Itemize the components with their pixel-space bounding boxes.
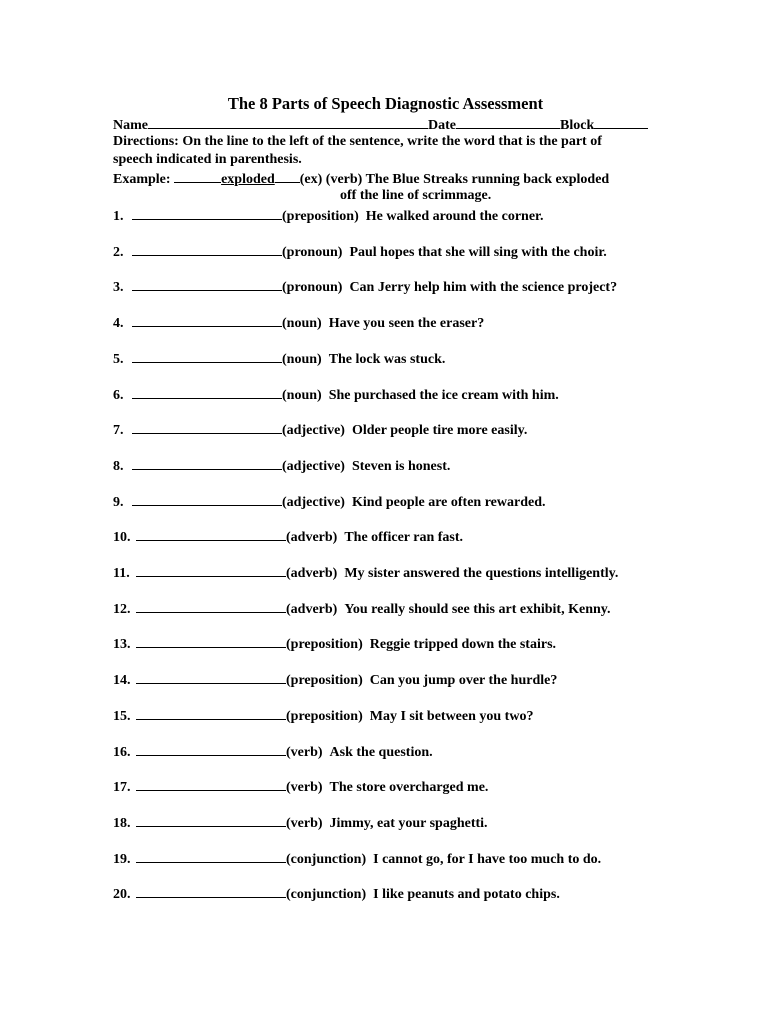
answer-blank[interactable] [136, 706, 286, 720]
part-of-speech-label: (pronoun) [282, 280, 343, 296]
worksheet [113, 93, 658, 903]
question-sentence: Paul hopes that she will sing with the choir. [349, 244, 607, 260]
directions-line-1: Directions: On the line to the left of the sentence, write the word that is the part of [113, 134, 602, 149]
example-blank-right [275, 169, 300, 183]
question-item [113, 742, 433, 760]
part-of-speech-label: (adverb) [286, 530, 338, 546]
question-sentence: The lock was stuck. [328, 351, 446, 367]
question-sentence: She purchased the ice cream with him. [328, 387, 559, 403]
answer-blank[interactable] [136, 777, 286, 791]
answer-blank[interactable] [132, 492, 282, 506]
answer-blank[interactable] [132, 349, 282, 363]
answer-blank[interactable] [136, 599, 286, 613]
question-sentence: May I sit between you two? [369, 708, 534, 724]
question-number: 16. [113, 744, 131, 760]
name-label: Name [113, 118, 148, 133]
part-of-speech-label: (preposition) [286, 637, 363, 653]
question-number: 11. [113, 566, 130, 581]
answer-blank[interactable] [132, 313, 282, 327]
block-label: Block [560, 118, 595, 133]
question-item [113, 385, 559, 403]
answer-blank[interactable] [136, 634, 286, 648]
question-item [113, 492, 546, 510]
answer-blank[interactable] [132, 242, 282, 256]
answer-blank[interactable] [132, 206, 282, 220]
question-item [113, 563, 618, 581]
question-number: 15. [113, 708, 131, 724]
part-of-speech-label: (verb) [286, 780, 323, 796]
example-text: (verb) The Blue Streaks running back exploded [325, 172, 610, 187]
question-item [113, 206, 543, 224]
example-answer: exploded [221, 172, 275, 187]
example-label: Example: [113, 172, 171, 187]
question-sentence: Have you seen the eraser? [328, 316, 485, 332]
question-item [113, 670, 557, 688]
part-of-speech-label: (preposition) [286, 673, 363, 689]
answer-blank[interactable] [136, 884, 286, 898]
date-label: Date [428, 118, 456, 133]
part-of-speech-label: (adjective) [282, 423, 345, 439]
part-of-speech-label: (verb) [286, 744, 323, 760]
question-number: 14. [113, 673, 131, 689]
answer-blank[interactable] [132, 456, 282, 470]
part-of-speech-label: (adjective) [282, 494, 345, 510]
question-sentence: The officer ran fast. [344, 530, 464, 546]
question-number: 4. [113, 316, 124, 332]
question-number: 9. [113, 494, 124, 510]
question-sentence: Older people tire more easily. [351, 423, 528, 439]
question-sentence: Ask the question. [329, 744, 433, 760]
question-item [113, 634, 556, 652]
question-sentence: Jimmy, eat your spaghetti. [329, 815, 488, 831]
question-number: 19. [113, 851, 131, 867]
answer-blank[interactable] [132, 277, 282, 291]
question-sentence: I cannot go, for I have too much to do. [373, 851, 602, 867]
question-number: 7. [113, 423, 124, 439]
question-number: 3. [113, 280, 124, 296]
question-number: 13. [113, 637, 131, 653]
question-number: 2. [113, 244, 124, 260]
question-number: 6. [113, 387, 124, 403]
question-item [113, 884, 560, 902]
question-item [113, 277, 617, 295]
question-sentence: Reggie tripped down the stairs. [369, 637, 557, 653]
part-of-speech-label: (adverb) [286, 566, 338, 581]
directions-line-2: speech indicated in parenthesis. [113, 152, 302, 167]
block-field[interactable] [594, 115, 648, 129]
question-sentence: The store overcharged me. [329, 780, 489, 796]
question-number: 8. [113, 458, 124, 474]
question-number: 12. [113, 601, 131, 617]
part-of-speech-label: (conjunction) [286, 851, 367, 867]
date-field[interactable] [456, 115, 560, 129]
question-sentence: Can you jump over the hurdle? [369, 673, 558, 689]
name-field[interactable] [148, 115, 428, 129]
part-of-speech-label: (pronoun) [282, 244, 343, 260]
answer-blank[interactable] [132, 420, 282, 434]
example-continuation: off the line of scrimmage. [340, 188, 492, 203]
question-item [113, 849, 601, 867]
question-item [113, 349, 445, 367]
example-tag: (ex) [299, 172, 323, 187]
question-item [113, 527, 463, 545]
header-fields-row [113, 115, 658, 133]
question-number: 18. [113, 815, 131, 831]
question-sentence: Can Jerry help him with the science project? [349, 280, 618, 296]
part-of-speech-label: (conjunction) [286, 887, 367, 903]
question-sentence: I like peanuts and potato chips. [373, 887, 560, 903]
page-title: The 8 Parts of Speech Diagnostic Assessment [227, 94, 544, 113]
answer-blank[interactable] [136, 563, 286, 577]
question-item [113, 813, 488, 831]
question-sentence: Steven is honest. [351, 458, 451, 474]
example-blank-left [174, 169, 221, 183]
answer-blank[interactable] [132, 385, 282, 399]
question-item [113, 420, 527, 438]
answer-blank[interactable] [136, 849, 286, 863]
answer-blank[interactable] [136, 670, 286, 684]
answer-blank[interactable] [136, 742, 286, 756]
part-of-speech-label: (noun) [282, 316, 322, 332]
question-number: 20. [113, 887, 131, 903]
part-of-speech-label: (preposition) [286, 708, 363, 724]
part-of-speech-label: (noun) [282, 351, 322, 367]
question-number: 1. [113, 209, 124, 224]
part-of-speech-label: (adjective) [282, 458, 345, 474]
question-item [113, 777, 488, 795]
question-item [113, 706, 533, 724]
question-sentence: He walked around the corner. [365, 209, 544, 224]
answer-blank[interactable] [136, 813, 286, 827]
question-number: 10. [113, 530, 131, 546]
example-line [113, 169, 658, 187]
part-of-speech-label: (preposition) [282, 209, 359, 224]
question-number: 17. [113, 780, 131, 796]
question-number: 5. [113, 351, 124, 367]
question-item [113, 456, 450, 474]
question-item [113, 599, 611, 617]
question-item [113, 242, 607, 260]
question-sentence: Kind people are often rewarded. [351, 494, 546, 510]
answer-blank[interactable] [136, 527, 286, 541]
question-sentence: You really should see this art exhibit, Kenny. [344, 601, 611, 617]
part-of-speech-label: (noun) [282, 387, 322, 403]
part-of-speech-label: (adverb) [286, 601, 338, 617]
part-of-speech-label: (verb) [286, 815, 323, 831]
question-sentence: My sister answered the questions intelligently. [344, 566, 619, 581]
question-item [113, 313, 484, 331]
